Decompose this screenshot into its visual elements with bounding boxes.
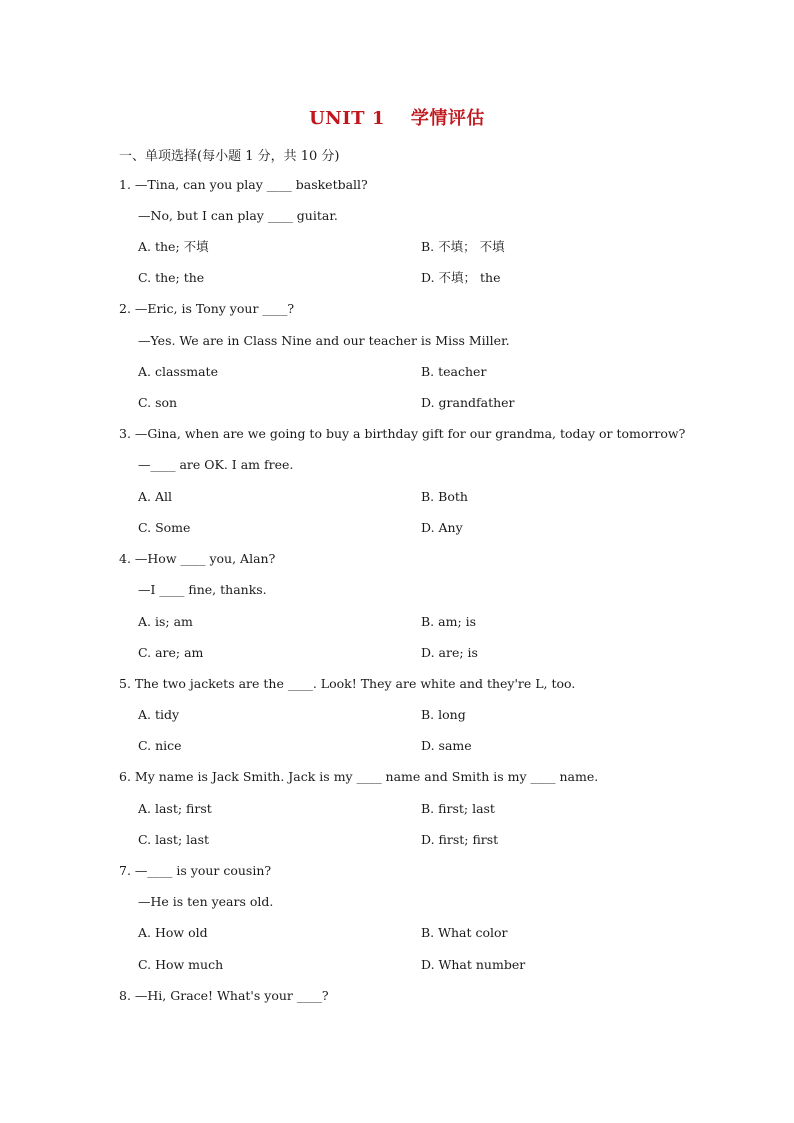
option-d[interactable]: D. same	[421, 738, 472, 753]
option-b[interactable]: B. am; is	[421, 614, 477, 629]
question-stem: 3. —Gina, when are we going to buy a birthday gift for our grandma, today or tomorrow?	[119, 426, 686, 441]
page-title	[0, 104, 794, 130]
question-stem: 7. —____ is your cousin?	[119, 863, 272, 878]
question-stem: 5. The two jackets are the ____. Look! They are white and they're L, too.	[119, 676, 576, 691]
option-b[interactable]: B. What color	[421, 925, 508, 940]
option-a[interactable]: A. How old	[138, 925, 208, 940]
option-c[interactable]: C. son	[138, 395, 178, 410]
question-reply: —I ____ fine, thanks.	[138, 582, 267, 597]
question-stem: 8. —Hi, Grace! What's your ____?	[119, 988, 329, 1003]
question-stem: 2. —Eric, is Tony your ____?	[119, 301, 295, 316]
unit-label: UNIT 1	[309, 108, 385, 129]
option-d[interactable]: D. grandfather	[421, 395, 515, 410]
option-a[interactable]: A. tidy	[138, 707, 180, 722]
option-a[interactable]: A. last; first	[138, 801, 212, 816]
question-reply: —No, but I can play ____ guitar.	[138, 208, 338, 223]
question-reply: —He is ten years old.	[138, 894, 274, 909]
option-d[interactable]: D. What number	[421, 957, 526, 972]
option-b[interactable]: B. 不填； 不填	[421, 239, 505, 254]
question-stem: 1. —Tina, can you play ____ basketball?	[119, 177, 368, 192]
option-b[interactable]: B. long	[421, 707, 466, 722]
option-c[interactable]: C. are; am	[138, 645, 204, 660]
question-reply: —Yes. We are in Class Nine and our teacher is Miss Miller.	[138, 333, 510, 348]
option-c[interactable]: C. nice	[138, 738, 182, 753]
option-c[interactable]: C. Some	[138, 520, 191, 535]
option-d[interactable]: D. Any	[421, 520, 463, 535]
option-b[interactable]: B. first; last	[421, 801, 495, 816]
option-d[interactable]: D. first; first	[421, 832, 499, 847]
option-b[interactable]: B. Both	[421, 489, 468, 504]
question-reply: —____ are OK. I am free.	[138, 457, 294, 472]
option-c[interactable]: C. How much	[138, 957, 224, 972]
option-d[interactable]: D. 不填； the	[421, 270, 501, 285]
option-c[interactable]: C. the; the	[138, 270, 205, 285]
option-b[interactable]: B. teacher	[421, 364, 487, 379]
option-a[interactable]: A. All	[138, 489, 172, 504]
option-a[interactable]: A. classmate	[138, 364, 218, 379]
option-c[interactable]: C. last; last	[138, 832, 210, 847]
section-heading: 一、单项选择(每小题 1 分，共 10 分)	[119, 149, 340, 164]
question-stem: 6. My name is Jack Smith. Jack is my ____ name and Smith is my ____ name.	[119, 769, 599, 784]
title-name: 学情评估	[410, 108, 485, 129]
question-stem: 4. —How ____ you, Alan?	[119, 551, 276, 566]
option-d[interactable]: D. are; is	[421, 645, 478, 660]
option-a[interactable]: A. is; am	[138, 614, 193, 629]
option-a[interactable]: A. the; 不填	[138, 239, 209, 254]
